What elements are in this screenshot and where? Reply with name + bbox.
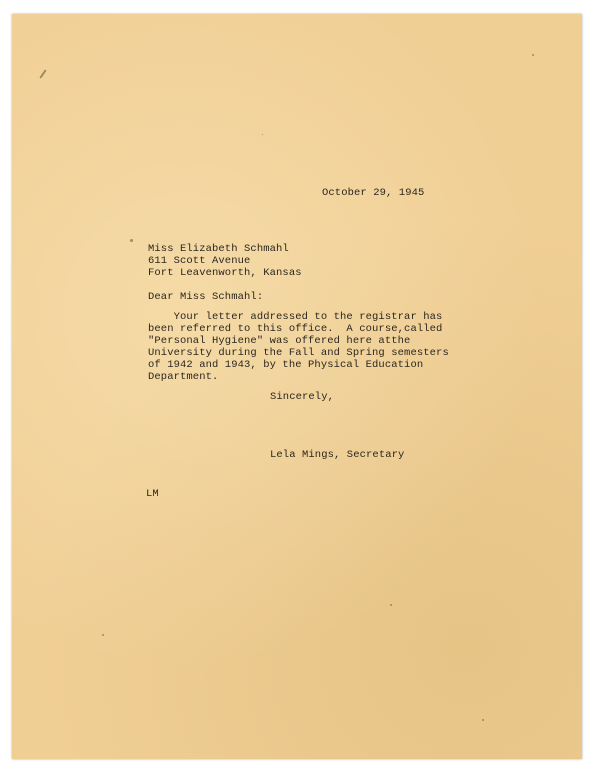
body-line: Your letter addressed to the registrar has (148, 311, 443, 323)
paper-speck (130, 239, 133, 242)
letter-page (12, 14, 582, 759)
signature-line: Lela Mings, Secretary (270, 449, 405, 461)
body-line: Department. (148, 371, 219, 383)
paper-speck (482, 719, 484, 721)
paper-speck (262, 134, 263, 135)
body-line: University during the Fall and Spring semesters (148, 347, 449, 359)
salutation: Dear Miss Schmahl: (148, 291, 264, 303)
paper-speck (102, 634, 104, 636)
paper-speck (532, 54, 534, 56)
typist-initials: LM (146, 488, 159, 500)
letter-date: October 29, 1945 (322, 187, 425, 199)
paper-speck (390, 604, 392, 606)
body-line: "Personal Hygiene" was offered here atthe (148, 335, 411, 347)
paper-speck (39, 69, 46, 78)
body-line: of 1942 and 1943, by the Physical Education (148, 359, 424, 371)
address-line: 611 Scott Avenue (148, 255, 251, 267)
address-line: Miss Elizabeth Schmahl (148, 243, 289, 255)
body-line: been referred to this office. A course,called (148, 323, 443, 335)
closing: Sincerely, (270, 391, 335, 403)
address-line: Fort Leavenworth, Kansas (148, 267, 302, 279)
